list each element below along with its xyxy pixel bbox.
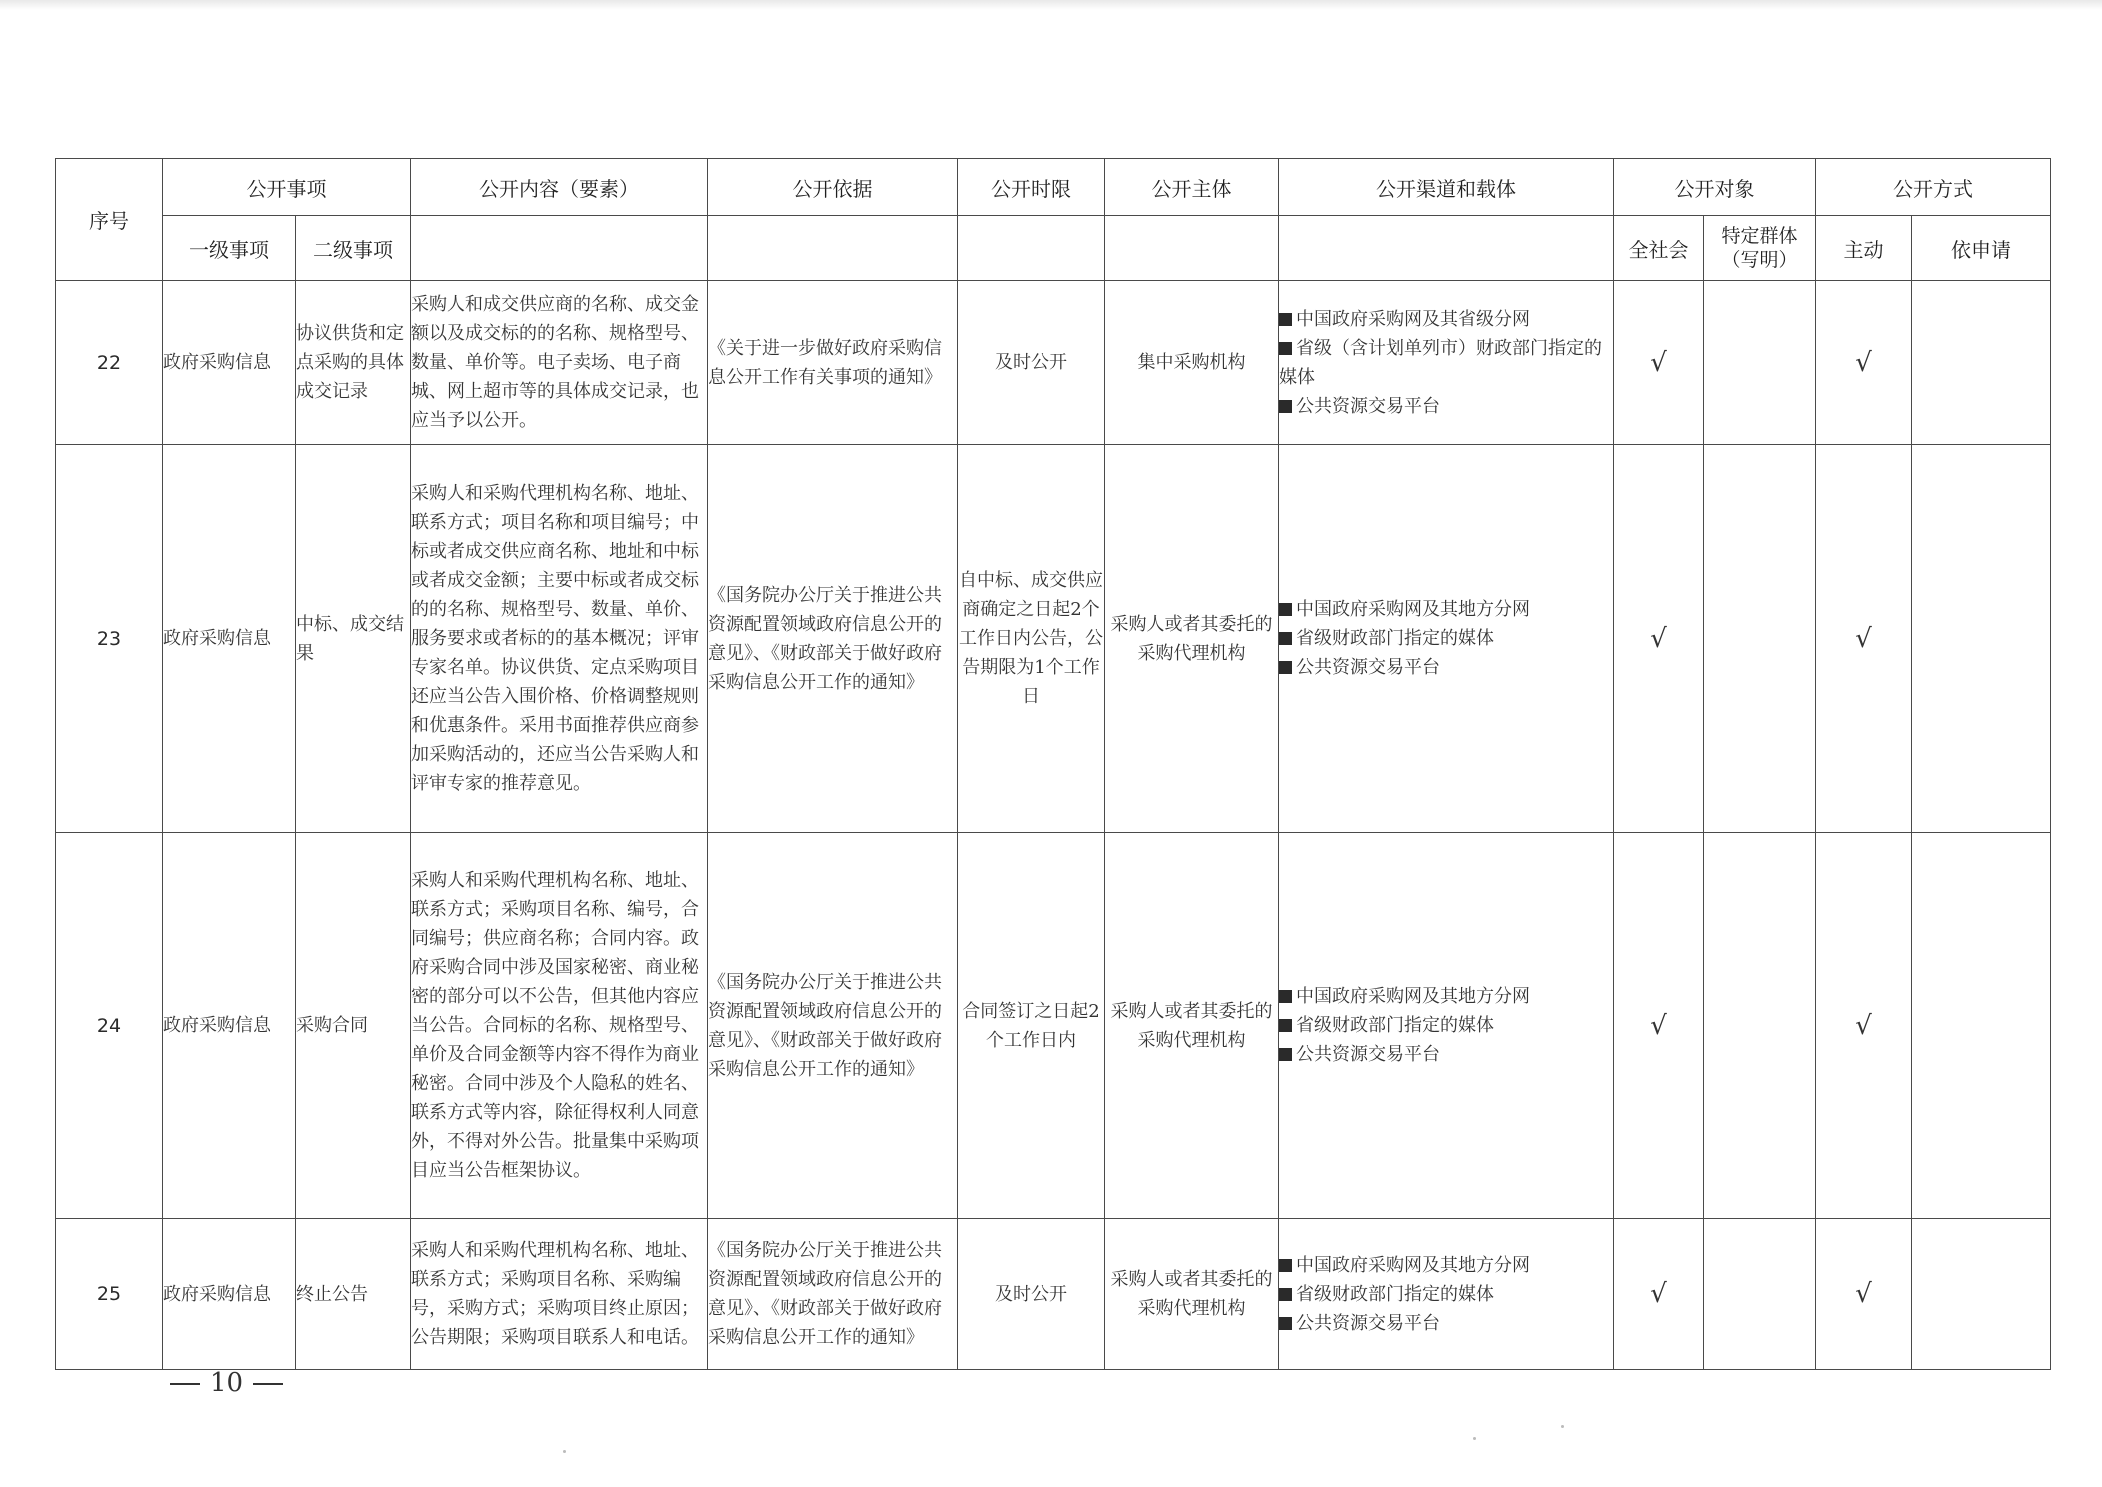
row-channels (1279, 445, 1614, 833)
black-square-icon (1279, 603, 1292, 616)
row-level2: 终止公告 (296, 1219, 411, 1370)
header-items: 公开事项 (163, 159, 411, 216)
black-square-icon (1279, 990, 1292, 1003)
row-subject: 采购人或者其委托的采购代理机构 (1105, 833, 1279, 1219)
header-level1: 一级事项 (163, 216, 296, 281)
row-basis: 《关于进一步做好政府采购信息公开工作有关事项的通知》 (708, 281, 958, 445)
row-audience-specific (1704, 281, 1816, 445)
header-channels-blank (1279, 216, 1614, 281)
header-audience-specific: 特定群体（写明） (1704, 216, 1816, 281)
row-level1: 政府采购信息 (163, 281, 296, 445)
header-subject-blank (1105, 216, 1279, 281)
row-level1: 政府采购信息 (163, 445, 296, 833)
scan-speck (1473, 1437, 1476, 1440)
row-channels (1279, 833, 1614, 1219)
dash-left (170, 1383, 200, 1385)
channel-item: 公共资源交易平台 (1279, 1309, 1613, 1338)
row-level2: 采购合同 (296, 833, 411, 1219)
channel-item: 省级财政部门指定的媒体 (1279, 624, 1613, 653)
row-mode-request (1912, 281, 2051, 445)
black-square-icon (1279, 1288, 1292, 1301)
table-row (56, 281, 2051, 445)
row-subject: 采购人或者其委托的采购代理机构 (1105, 1219, 1279, 1370)
disclosure-table (55, 158, 2051, 1370)
channel-item: 省级财政部门指定的媒体 (1279, 1280, 1613, 1309)
row-mode-request (1912, 445, 2051, 833)
row-basis: 《国务院办公厅关于推进公共资源配置领域政府信息公开的意见》、《财政部关于做好政府采购信息公开工作的通知》 (708, 445, 958, 833)
channel-item: 省级财政部门指定的媒体 (1279, 1011, 1613, 1040)
row-audience-specific (1704, 833, 1816, 1219)
header-subject: 公开主体 (1105, 159, 1279, 216)
black-square-icon (1279, 632, 1292, 645)
row-mode-request (1912, 1219, 2051, 1370)
scan-speck (563, 1450, 566, 1453)
channel-item: 公共资源交易平台 (1279, 392, 1613, 421)
page-number: 10 (160, 1368, 293, 1398)
header-basis-blank (708, 216, 958, 281)
channel-item: 公共资源交易平台 (1279, 653, 1613, 682)
row-audience-all-check: √ (1614, 1219, 1704, 1370)
channel-item: 中国政府采购网及其地方分网 (1279, 595, 1613, 624)
row-subject: 集中采购机构 (1105, 281, 1279, 445)
black-square-icon (1279, 313, 1292, 326)
header-seq: 序号 (56, 159, 163, 281)
row-mode-active-check: √ (1816, 833, 1912, 1219)
row-number: 25 (56, 1219, 163, 1370)
row-audience-all-check: √ (1614, 281, 1704, 445)
channel-item: 中国政府采购网及其地方分网 (1279, 1251, 1613, 1280)
channel-item: 公共资源交易平台 (1279, 1040, 1613, 1069)
table-row (56, 445, 2051, 833)
row-subject: 采购人或者其委托的采购代理机构 (1105, 445, 1279, 833)
header-content-blank (411, 216, 708, 281)
channel-item: 省级（含计划单列市）财政部门指定的媒体 (1279, 337, 1602, 388)
row-content: 采购人和采购代理机构名称、地址、联系方式；项目名称和项目编号；中标或者成交供应商名称、地址和中标或者成交金额；主要中标或者成交标的的名称、规格型号、数量、单价、服务要求或者标的的基本概况；评审专家名单。协议供货、定点采购项目还应当公告入围价格、价格调整规则和优惠条件。采用书面推荐供应商参加采购活动的，还应当公告采购人和评审专家的推荐意见。 (411, 445, 708, 833)
row-time-limit: 及时公开 (958, 281, 1105, 445)
dash-right (253, 1383, 283, 1385)
row-mode-request (1912, 833, 2051, 1219)
black-square-icon (1279, 1317, 1292, 1330)
row-level1: 政府采购信息 (163, 1219, 296, 1370)
row-content: 采购人和采购代理机构名称、地址、联系方式；采购项目名称、编号，合同编号；供应商名称；合同内容。政府采购合同中涉及国家秘密、商业秘密的部分可以不公告，但其他内容应当公告。合同标的名称、规格型号、单价及合同金额等内容不得作为商业秘密。合同中涉及个人隐私的姓名、联系方式等内容，除征得权利人同意外，不得对外公告。批量集中采购项目应当公告框架协议。 (411, 833, 708, 1219)
channel-item: 中国政府采购网及其地方分网 (1279, 982, 1613, 1011)
scan-top-edge (0, 0, 2102, 10)
row-channels (1279, 281, 1614, 445)
header-basis: 公开依据 (708, 159, 958, 216)
header-row-2 (56, 216, 2051, 281)
scan-speck (1561, 1425, 1564, 1428)
header-time-blank (958, 216, 1105, 281)
row-audience-all-check: √ (1614, 445, 1704, 833)
table-row (56, 1219, 2051, 1370)
row-number: 23 (56, 445, 163, 833)
table-row (56, 833, 2051, 1219)
row-mode-active-check: √ (1816, 1219, 1912, 1370)
header-level2: 二级事项 (296, 216, 411, 281)
header-row-1 (56, 159, 2051, 216)
row-time-limit: 及时公开 (958, 1219, 1105, 1370)
row-audience-specific (1704, 445, 1816, 833)
header-time-limit: 公开时限 (958, 159, 1105, 216)
row-number: 24 (56, 833, 163, 1219)
black-square-icon (1279, 1259, 1292, 1272)
row-channels (1279, 1219, 1614, 1370)
header-mode-active: 主动 (1816, 216, 1912, 281)
row-level2: 中标、成交结果 (296, 445, 411, 833)
row-level1: 政府采购信息 (163, 833, 296, 1219)
header-mode-request: 依申请 (1912, 216, 2051, 281)
header-channels: 公开渠道和载体 (1279, 159, 1614, 216)
row-number: 22 (56, 281, 163, 445)
black-square-icon (1279, 661, 1292, 674)
row-audience-specific (1704, 1219, 1816, 1370)
row-content: 采购人和成交供应商的名称、成交金额以及成交标的的名称、规格型号、数量、单价等。电子卖场、电子商城、网上超市等的具体成交记录，也应当予以公开。 (411, 281, 708, 445)
row-basis: 《国务院办公厅关于推进公共资源配置领域政府信息公开的意见》、《财政部关于做好政府采购信息公开工作的通知》 (708, 1219, 958, 1370)
row-mode-active-check: √ (1816, 281, 1912, 445)
black-square-icon (1279, 400, 1292, 413)
header-content: 公开内容（要素） (411, 159, 708, 216)
row-audience-all-check: √ (1614, 833, 1704, 1219)
black-square-icon (1279, 1048, 1292, 1061)
black-square-icon (1279, 342, 1292, 355)
row-mode-active-check: √ (1816, 445, 1912, 833)
header-mode: 公开方式 (1816, 159, 2051, 216)
channel-item: 中国政府采购网及其省级分网 (1279, 305, 1613, 334)
header-audience-all: 全社会 (1614, 216, 1704, 281)
row-time-limit: 合同签订之日起2个工作日内 (958, 833, 1105, 1219)
row-level2: 协议供货和定点采购的具体成交记录 (296, 281, 411, 445)
black-square-icon (1279, 1019, 1292, 1032)
row-time-limit: 自中标、成交供应商确定之日起2个工作日内公告，公告期限为1个工作日 (958, 445, 1105, 833)
row-basis: 《国务院办公厅关于推进公共资源配置领域政府信息公开的意见》、《财政部关于做好政府采购信息公开工作的通知》 (708, 833, 958, 1219)
row-content: 采购人和采购代理机构名称、地址、联系方式；采购项目名称、采购编号，采购方式；采购项目终止原因；公告期限；采购项目联系人和电话。 (411, 1219, 708, 1370)
header-audience: 公开对象 (1614, 159, 1816, 216)
